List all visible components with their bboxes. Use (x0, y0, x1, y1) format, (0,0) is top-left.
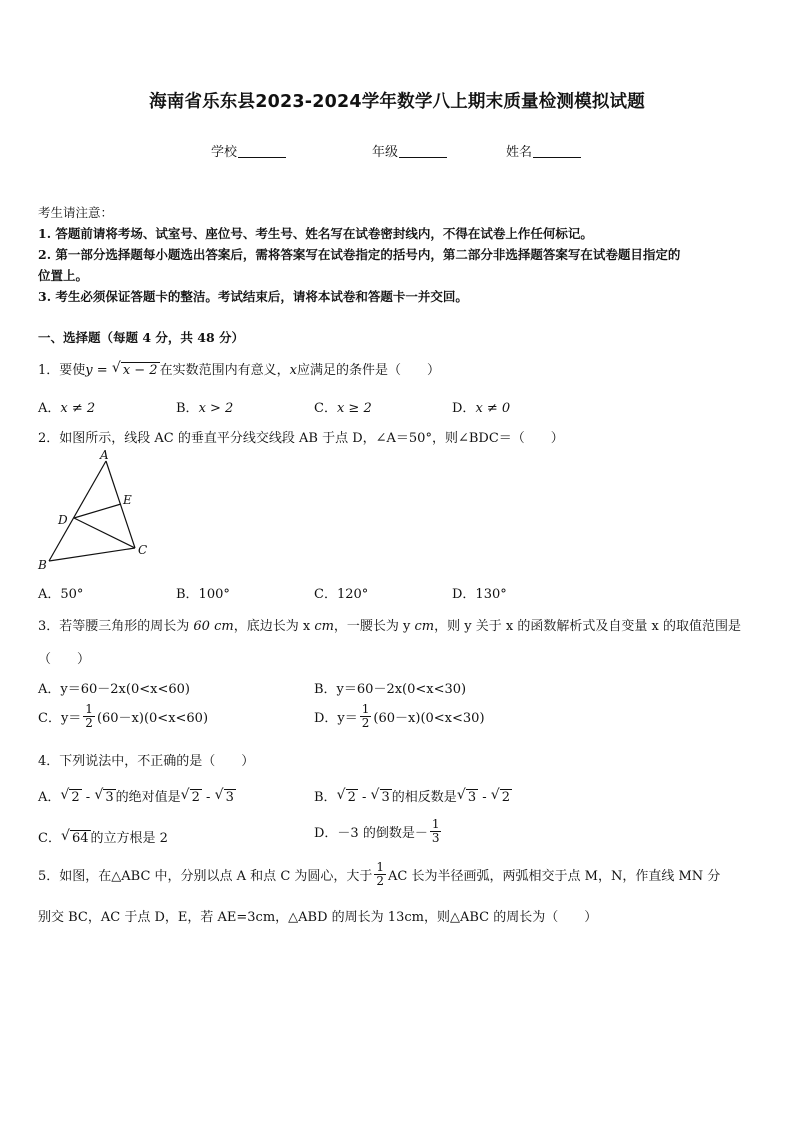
question-2: 2．如图所示，线段 AC 的垂直平分线交线段 AB 于点 D，∠A＝50°，则∠BDC＝（ ） (38, 431, 564, 446)
question-1 (38, 359, 440, 378)
label-b: B (38, 558, 47, 572)
q4-option-c: C． √ 64 的立方根是 2 (38, 828, 168, 846)
q3-option-d: D．y＝ $\frac{1}{2}$ (60－x)(0<x<30) (314, 702, 485, 730)
question-5-cont: 别交 BC，AC 于点 D，E，若 AE=3cm，△ABD 的周长为 13cm，则△ABC 的周长为（ ） (38, 910, 598, 925)
segment-bc (49, 548, 135, 561)
segment-de (74, 504, 121, 518)
name-label: 姓名 (506, 145, 533, 160)
q1-suffix: 应满足的条件是（ ） (296, 363, 440, 378)
grade-field (372, 141, 447, 160)
q4-fraction: $\frac{1}{3}$ (431, 817, 440, 845)
notice-item-2: 2. 第一部分选择题每小题选出答案后，需将答案写在试卷指定的括号内，第二部分非选择题答案写在试卷题目指定的 (38, 247, 681, 262)
q1-option-c: C．x ≥ 2 (314, 401, 372, 416)
grade-label: 年级 (372, 145, 399, 160)
q1-option-b: B．x > 2 (176, 401, 234, 416)
q1-sqrt: √ x − 2 (111, 360, 158, 378)
section-heading: 一、选择题（每题 4 分，共 48 分） (38, 330, 245, 345)
q2-option-c: C．120° (314, 587, 369, 602)
school-field (211, 141, 286, 160)
label-e: E (123, 493, 132, 507)
q2-option-b: B．100° (176, 587, 230, 602)
page-title: 海南省乐东县2023-2024学年数学八上期末质量检测模拟试题 (149, 92, 645, 112)
notice-item-3: 3. 考生必须保证答题卡的整洁。考试结束后，请将本试卷和答题卡一并交回。 (38, 289, 468, 304)
label-a: A (100, 448, 109, 462)
q1-radicand: x − 2 (122, 363, 158, 378)
name-field (506, 141, 581, 160)
q3-fraction: $\frac{1}{2}$ (361, 702, 370, 730)
q3-option-b: B．y＝60－2x(0<x<30) (314, 682, 467, 697)
notice-item-2-cont: 位置上。 (38, 268, 89, 283)
notice-heading: 考生请注意： (38, 205, 114, 220)
q2-option-d: D．130° (452, 587, 507, 602)
q4-option-b: B． √ 2 - √ 3 的相反数是 √ 3 - √ 2 (314, 787, 511, 805)
segment-dc (74, 518, 135, 548)
q1-mid: 在实数范围内有意义， (159, 363, 290, 378)
school-label: 学校 (211, 145, 238, 160)
label-c: C (138, 543, 148, 557)
q4-option-a: A． √ 2 - √ 3 的绝对值是 √ 2 - √ 3 (38, 787, 234, 805)
q1-equals: = (92, 363, 112, 378)
q1-prefix: 1．要使 (38, 363, 86, 378)
question-3-paren: （ ） (38, 652, 91, 667)
q1-var-y: y (85, 363, 93, 378)
notice-item-1: 1. 答题前请将考场、试室号、座位号、考生号、姓名写在试卷密封线内，不得在试卷上作任何标记。 (38, 226, 593, 241)
q2-option-a: A．50° (38, 587, 84, 602)
q4-option-d: D．－3 的倒数是－ $\frac{1}{3}$ (314, 817, 440, 845)
q1-option-d: D．x ≠ 0 (452, 401, 511, 416)
q3-option-c: C．y＝ $\frac{1}{2}$ (60－x)(0<x<60) (38, 702, 209, 730)
question-3: 3．若等腰三角形的周长为 60 cm，底边长为 x cm，一腰长为 y cm，则 y 关于 x 的函数解析式及自变量 x 的取值范围是 (38, 619, 741, 634)
q3-option-a: A．y＝60－2x(0<x<60) (38, 682, 190, 697)
question-5: 5．如图，在△ABC 中，分别以点 A 和点 C 为圆心，大于 $\frac{1}{2}$ AC 长为半径画弧，两弧相交于点 M，N，作直线 MN 分 (38, 860, 721, 888)
q1-option-a: A．x ≠ 2 (38, 401, 96, 416)
q1-var-x: x (289, 363, 297, 378)
label-d: D (58, 513, 68, 527)
q3-fraction: $\frac{1}{2}$ (85, 702, 93, 730)
q5-fraction: $\frac{1}{2}$ (376, 860, 385, 888)
question-4: 4．下列说法中，不正确的是（ ） (38, 754, 255, 769)
grade-blank (399, 143, 447, 158)
school-blank (238, 143, 286, 158)
q2-triangle-figure (30, 448, 160, 573)
name-blank (533, 143, 581, 158)
